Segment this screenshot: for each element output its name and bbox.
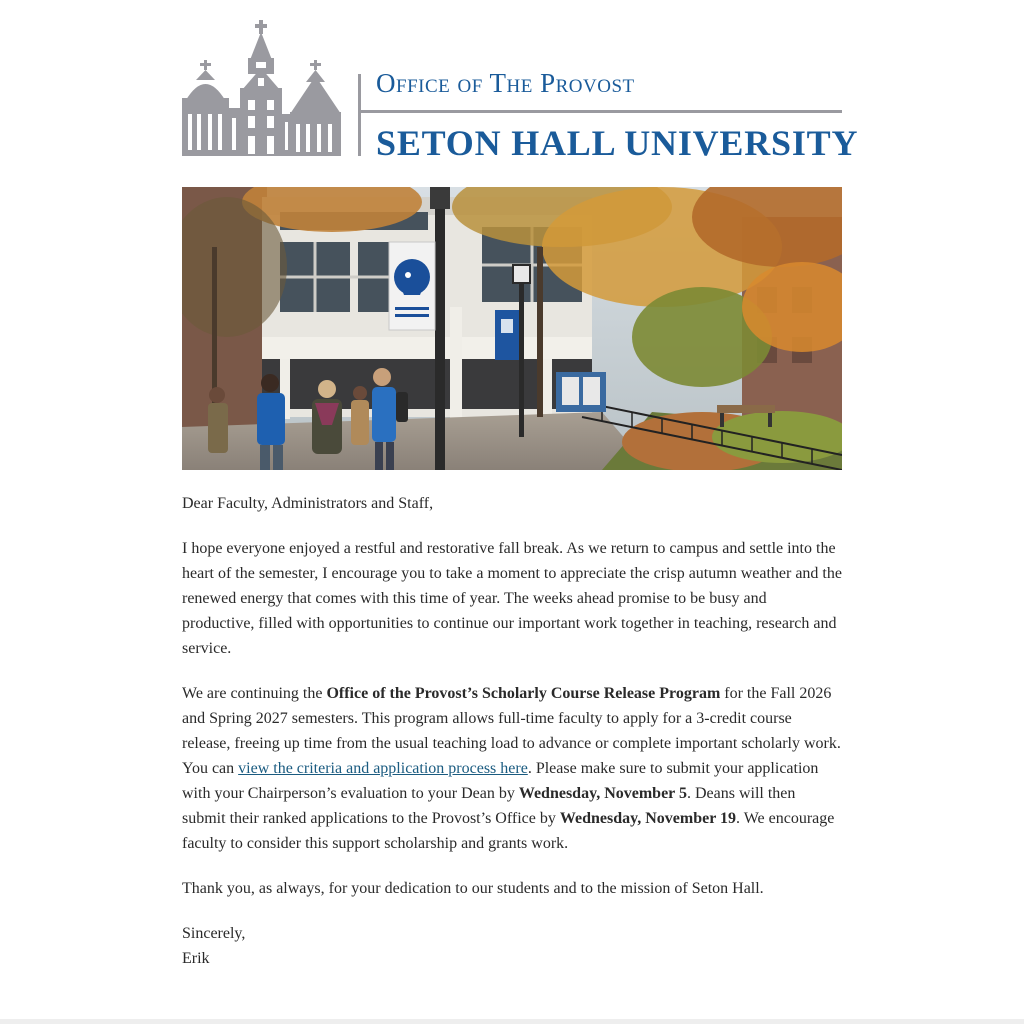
para2-text-4: . Deans will then submit their ranked applications to the Provost’s Office by [182, 785, 796, 827]
seton-hall-church-logo-icon [182, 18, 342, 158]
deadline-provost: Wednesday, November 19 [559, 810, 737, 827]
closing: Sincerely, [182, 925, 246, 942]
signature: Erik [182, 950, 210, 967]
campus-photo-illustration [182, 187, 842, 470]
para2-text-1: We are continuing the [182, 685, 327, 702]
campus-photo [182, 187, 842, 470]
letter-body [182, 491, 842, 971]
program-name: Office of the Provost’s Scholarly Course Release Program [326, 685, 721, 702]
para2-text-2: for the Fall 2026 and Spring 2027 semesters. This program allows full-time faculty to apply for a 3-credit course release, freeing up time from the usual teaching load to advance or complete important scholarly work. You can [182, 685, 841, 777]
footer-band [0, 1019, 1024, 1024]
university-title: SETON HALL UNIVERSITY [376, 123, 859, 163]
paragraph-fall-break: I hope everyone enjoyed a restful and restorative fall break. As we return to campus and settle into the heart of the semester, I encourage you to take a moment to appreciate the crisp autumn weather and the renewed energy that comes with this time of year. The weeks ahead promise to be busy and productive, filled with opportunities to continue our important work together in teaching, research and service. [182, 540, 842, 657]
header [182, 18, 859, 163]
criteria-application-link[interactable]: view the criteria and application process here [238, 760, 528, 777]
para2-text-5: . We encourage faculty to consider this support scholarship and grants work. [182, 810, 835, 852]
paragraph-course-release [182, 681, 842, 856]
office-title: Office of The Provost [376, 68, 635, 98]
greeting: Dear Faculty, Administrators and Staff, [182, 495, 434, 512]
deadline-dean: Wednesday, November 5 [518, 785, 687, 802]
para2-text-3: . Please make sure to submit your application with your Chairperson’s evaluation to your Dean by [182, 760, 819, 802]
logo-divider [358, 74, 361, 156]
header-rule [361, 110, 842, 113]
paragraph-thank-you: Thank you, as always, for your dedication to our students and to the mission of Seton Hall. [182, 880, 764, 897]
